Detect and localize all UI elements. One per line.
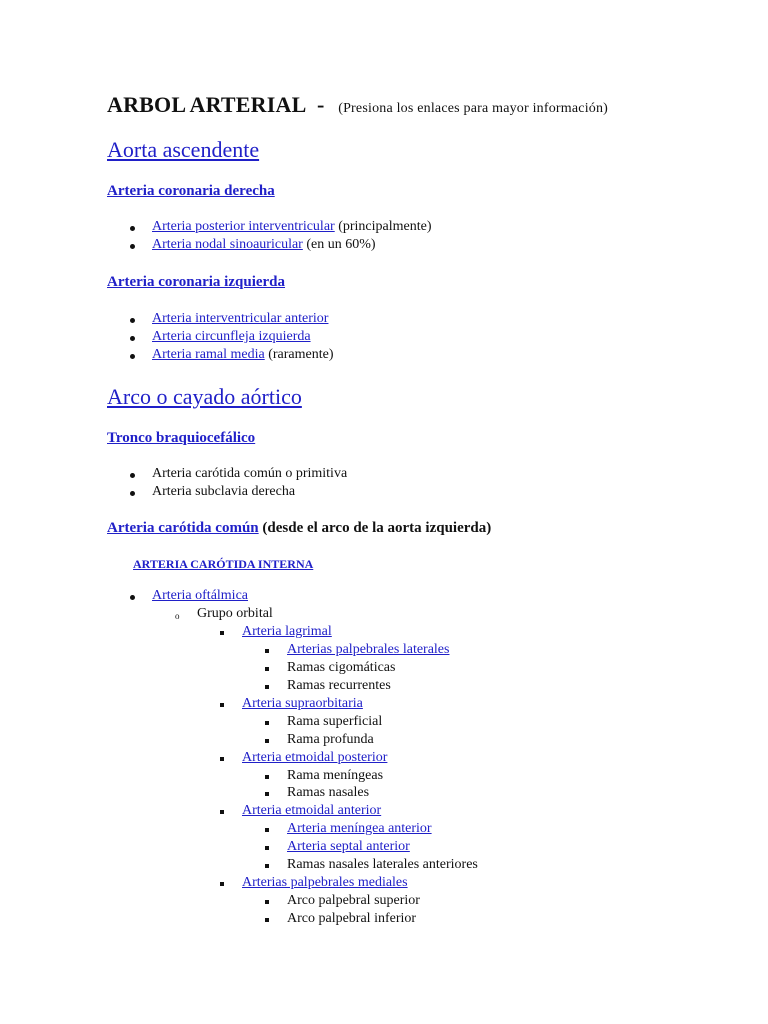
link-etmoidal-posterior[interactable]: Arteria etmoidal posterior — [242, 750, 388, 765]
link-coronaria-izquierda[interactable]: Arteria coronaria izquierda — [107, 274, 286, 290]
square-bullet-icon — [265, 775, 269, 779]
square-bullet-icon — [265, 864, 269, 868]
list-item: Rama meníngeas — [287, 768, 384, 783]
square-bullet-icon — [265, 900, 269, 904]
list-item: Arco palpebral superior — [287, 893, 420, 908]
link-arco-aortico[interactable]: Arco o cayado aórtico — [107, 384, 302, 409]
square-bullet-icon — [265, 685, 269, 689]
square-bullet-icon — [265, 667, 269, 671]
list-item: Ramas recurrentes — [287, 678, 391, 693]
square-bullet-icon — [265, 846, 269, 850]
list-item: Rama superficial — [287, 714, 383, 729]
bullet-icon — [130, 491, 135, 496]
square-bullet-icon — [265, 828, 269, 832]
list-item — [152, 237, 376, 253]
page-title — [107, 92, 608, 118]
square-bullet-icon — [265, 649, 269, 653]
link-oftalmica[interactable]: Arteria oftálmica — [152, 588, 249, 603]
link-coronaria-derecha[interactable]: Arteria coronaria derecha — [107, 183, 275, 199]
square-bullet-icon — [220, 757, 224, 761]
link-supraorbitaria[interactable]: Arteria supraorbitaria — [242, 696, 363, 711]
link-lagrimal[interactable]: Arteria lagrimal — [242, 624, 332, 639]
list-item: Rama profunda — [287, 732, 374, 747]
bullet-icon — [130, 354, 135, 359]
list-item — [152, 347, 334, 363]
carotida-comun-note: (desde el arco de la aorta izquierda) — [258, 520, 492, 536]
item-note: (en un 60%) — [302, 237, 376, 252]
square-bullet-icon — [265, 792, 269, 796]
link-carotida-comun[interactable]: Arteria carótida común — [107, 520, 259, 536]
list-item: Ramas cigomáticas — [287, 660, 396, 675]
bullet-icon — [130, 226, 135, 231]
square-bullet-icon — [265, 739, 269, 743]
list-item: Ramas nasales laterales anteriores — [287, 857, 478, 872]
link-ramal-media[interactable]: Arteria ramal media — [152, 347, 265, 362]
link-circunfleja-izquierda[interactable]: Arteria circunfleja izquierda — [152, 329, 311, 344]
title-separator: - — [316, 92, 325, 117]
square-bullet-icon — [220, 810, 224, 814]
square-bullet-icon — [220, 882, 224, 886]
title-hint: (Presiona los enlaces para mayor información) — [338, 101, 609, 116]
link-etmoidal-anterior[interactable]: Arteria etmoidal anterior — [242, 803, 382, 818]
link-tronco-braquiocefalico[interactable]: Tronco braquiocefálico — [107, 430, 256, 446]
link-posterior-interventricular[interactable]: Arteria posterior interventricular — [152, 219, 335, 234]
list-item: Arteria subclavia derecha — [152, 484, 296, 499]
link-interventricular-anterior[interactable]: Arteria interventricular anterior — [152, 311, 329, 326]
circle-bullet-icon: o — [175, 611, 180, 621]
square-bullet-icon — [220, 703, 224, 707]
bullet-icon — [130, 595, 135, 600]
link-meningea-anterior[interactable]: Arteria meníngea anterior — [287, 821, 432, 836]
title-text: ARBOL ARTERIAL — [107, 92, 306, 117]
square-bullet-icon — [265, 918, 269, 922]
carotida-comun-heading — [107, 520, 491, 537]
item-note: (principalmente) — [334, 219, 432, 234]
link-palpebrales-laterales[interactable]: Arterias palpebrales laterales — [287, 642, 450, 657]
bullet-icon — [130, 336, 135, 341]
item-note: (raramente) — [264, 347, 334, 362]
list-item — [152, 329, 311, 345]
link-nodal-sinoauricular[interactable]: Arteria nodal sinoauricular — [152, 237, 303, 252]
list-item: Arco palpebral inferior — [287, 911, 417, 926]
list-item: Arteria carótida común o primitiva — [152, 466, 348, 481]
list-item — [152, 311, 328, 327]
bullet-icon — [130, 244, 135, 249]
link-carotida-interna[interactable]: ARTERIA CARÓTIDA INTERNA — [133, 557, 314, 571]
bullet-icon — [130, 318, 135, 323]
link-palpebrales-mediales[interactable]: Arterias palpebrales mediales — [242, 875, 408, 890]
link-aorta-ascendente[interactable]: Aorta ascendente — [107, 137, 260, 162]
square-bullet-icon — [265, 721, 269, 725]
list-item — [152, 219, 432, 235]
list-item: Ramas nasales — [287, 785, 370, 800]
bullet-icon — [130, 473, 135, 478]
list-item-grupo-orbital: Grupo orbital — [197, 606, 273, 621]
square-bullet-icon — [220, 631, 224, 635]
link-septal-anterior[interactable]: Arteria septal anterior — [287, 839, 410, 854]
